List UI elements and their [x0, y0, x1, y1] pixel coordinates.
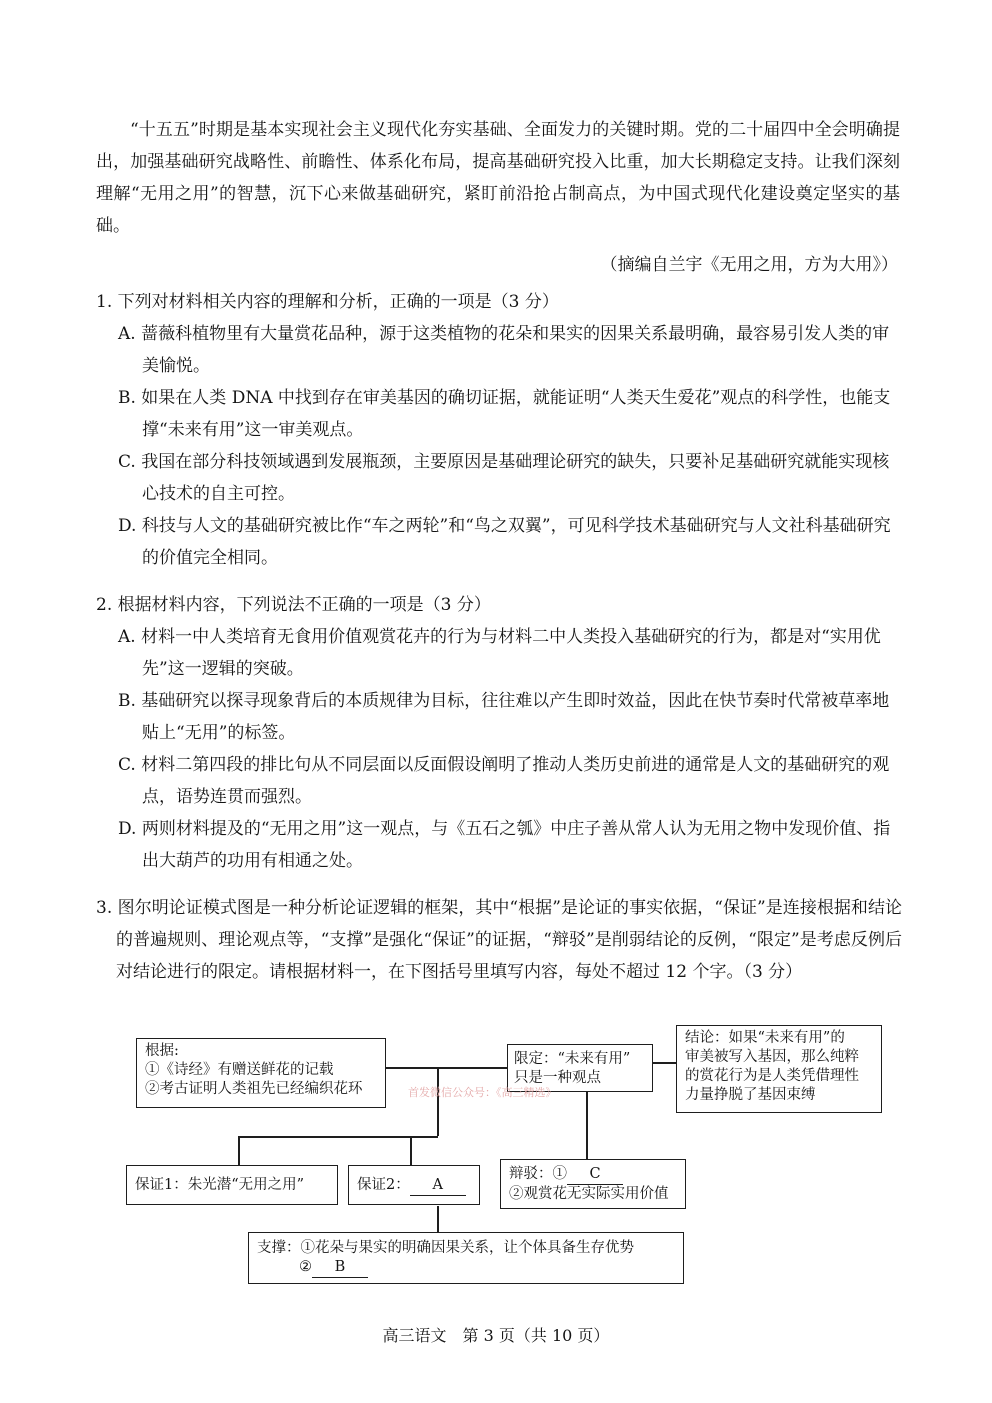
- backing-item-1: 支撑：①花朵与果实的明确因果关系，让个体具备生存优势: [257, 1240, 634, 1256]
- option-a[interactable]: A. 蔷薇科植物里有大量赏花品种，源于这类植物的花朵和果实的因果关系最明确，最容易引发人类的审美愉悦。: [118, 324, 890, 376]
- answer-blank-b[interactable]: B: [312, 1258, 368, 1278]
- rebuttal-label: 辩驳：①: [509, 1166, 567, 1182]
- option-c[interactable]: C. 我国在部分科技领域遇到发展瓶颈，主要原因是基础理论研究的缺失，只要补足基础研究就能实现核心技术的自主可控。: [118, 452, 890, 504]
- warrant2-box: [348, 1165, 480, 1205]
- question-stem: 2. 根据材料内容，下列说法不正确的一项是（3 分）: [96, 595, 491, 615]
- rebuttal-item-2: ②观赏花无实际实用价值: [509, 1186, 669, 1202]
- connector-warrant1: [238, 1136, 240, 1166]
- intro-paragraph: “十五五”时期是基本实现社会主义现代化夯实基础、全面发力的关键时期。党的二十届四中全会明确提出，加强基础研究战略性、前瞻性、体系化布局，提高基础研究投入比重，加大长期稳定支持。让我们深刻理解“无用之用”的智慧，沉下心来做基础研究，紧盯前沿抢占制高点，为中国式现代化建设奠定坚实的基础。: [96, 120, 900, 236]
- warrant2-label: 保证2：: [357, 1177, 410, 1193]
- claim-line: 审美被写入基因，那么纯粹: [685, 1049, 859, 1065]
- warrant1-box: [126, 1165, 338, 1205]
- backing-item-2-label: ②: [299, 1259, 312, 1275]
- option-d[interactable]: D. 科技与人文的基础研究被比作“车之两轮”和“鸟之双翼”，可见科学技术基础研究与人文社科基础研究的价值完全相同。: [118, 516, 891, 568]
- grounds-box: [136, 1038, 386, 1108]
- claim-line: 力量挣脱了基因束缚: [685, 1087, 816, 1103]
- source-citation: （摘编自兰宇《无用之用，方为大用》）: [600, 255, 898, 275]
- question-stem: 1. 下列对材料相关内容的理解和分析，正确的一项是（3 分）: [96, 292, 559, 312]
- connector-warrant-bar: [238, 1136, 438, 1138]
- connector-backing: [437, 1206, 439, 1232]
- option-b[interactable]: B. 基础研究以探寻现象背后的本质规律为目标，往往难以产生即时效益，因此在快节奏时代常被草率地贴上“无用”的标签。: [118, 691, 890, 743]
- grounds-item-2: ②考古证明人类祖先已经编织花环: [145, 1081, 363, 1097]
- qualifier-line: 限定：“未来有用”: [514, 1051, 631, 1067]
- grounds-label: 根据:: [145, 1043, 179, 1059]
- option-a[interactable]: A. 材料一中人类培育无食用价值观赏花卉的行为与材料二中人类投入基础研究的行为，都是对“实用优先”这一逻辑的突破。: [118, 627, 881, 679]
- connector-vertical-main: [437, 1068, 439, 1136]
- qualifier-line: 只是一种观点: [514, 1070, 601, 1086]
- answer-blank-a[interactable]: A: [410, 1176, 466, 1196]
- grounds-item-1: ①《诗经》有赠送鲜花的记载: [145, 1062, 334, 1078]
- connector-warrant2: [410, 1136, 412, 1166]
- option-b[interactable]: B. 如果在人类 DNA 中找到存在审美基因的确切证据，就能证明“人类天生爱花”观点的科学性，也能支撑“未来有用”这一审美观点。: [118, 388, 891, 440]
- claim-box: [676, 1025, 882, 1113]
- backing-box: [248, 1232, 684, 1284]
- claim-line: 的赏花行为是人类凭借理性: [685, 1068, 859, 1084]
- watermark: 首发微信公众号：《高三精选》: [408, 1086, 557, 1099]
- rebuttal-box: [500, 1159, 686, 1209]
- claim-line: 结论：如果“未来有用”的: [685, 1030, 845, 1046]
- connector-grounds-qualifier: [384, 1067, 508, 1069]
- connector-rebuttal: [586, 1090, 588, 1160]
- question-stem: 3. 图尔明论证模式图是一种分析论证逻辑的框架，其中“根据”是论证的事实依据，“保证”是连接根据和结论的普遍规则、理论观点等，“支撑”是强化“保证”的证据，“辩驳”是削弱结论的反例，“限定”是考虑反例后对结论进行的限定。请根据材料一，在下图括号里填写内容，每处不超过 12 个字。（3 分）: [96, 898, 902, 982]
- connector-qualifier-claim: [652, 1062, 678, 1064]
- option-c[interactable]: C. 材料二第四段的排比句从不同层面以反面假设阐明了推动人类历史前进的通常是人文的基础研究的观点，语势连贯而强烈。: [118, 755, 890, 807]
- option-d[interactable]: D. 两则材料提及的“无用之用”这一观点，与《五石之瓠》中庄子善从常人认为无用之物中发现价值、指出大葫芦的功用有相通之处。: [118, 819, 891, 871]
- warrant1-text: 保证1：朱光潜“无用之用”: [135, 1177, 305, 1193]
- page-footer: 高三语文 第 3 页（共 10 页）: [382, 1326, 610, 1345]
- answer-blank-c[interactable]: C: [567, 1165, 623, 1185]
